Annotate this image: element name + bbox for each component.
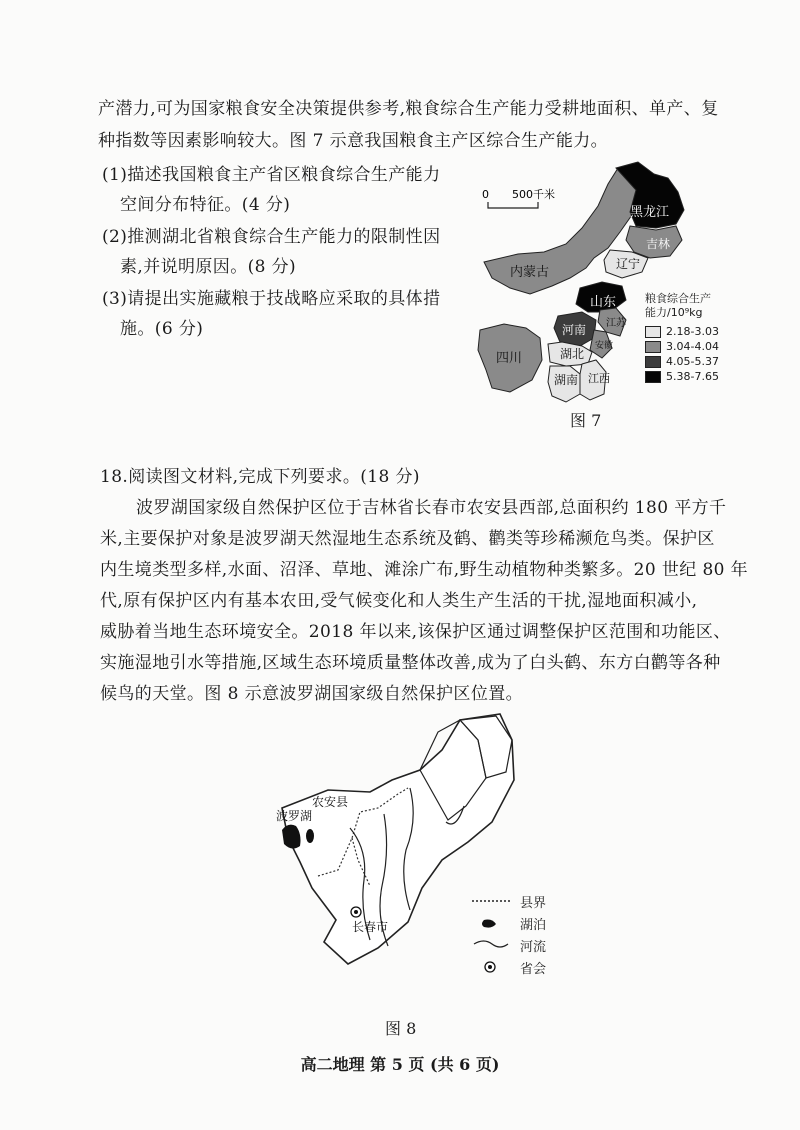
q18-p7: 候鸟的天堂。图 8 示意波罗湖国家级自然保护区位置。 [100, 684, 524, 704]
q18-p1: 波罗湖国家级自然保护区位于吉林省长春市农安县西部,总面积约 180 平方千 [136, 498, 727, 518]
q17-sub2-line2: 素,并说明原因。(8 分) [120, 257, 297, 277]
label-boluohu: 波罗湖 [276, 809, 313, 823]
fig8-caption: 图 8 [385, 1019, 417, 1038]
label-jilin: 吉林 [646, 237, 671, 251]
legend-river-label: 河流 [520, 939, 547, 955]
scale-zero: 0 [482, 188, 489, 201]
lake-small [306, 829, 314, 843]
q17-intro-line1: 产潜力,可为国家粮食安全决策提供参考,粮食综合生产能力受耕地面积、单产、复 [98, 99, 719, 119]
label-shandong: 山东 [590, 295, 617, 310]
fig7-legend-title-2: 能力/10⁹kg [645, 306, 703, 319]
legend-county-border-symbol [470, 896, 512, 906]
q18-p3: 内生境类型多样,水面、沼泽、草地、滩涂广布,野生动植物种类繁多。20 世纪 80 年 [100, 560, 749, 580]
label-heilongjiang: 黑龙江 [630, 205, 670, 220]
fig7-legend-item [645, 339, 719, 354]
q18-p6: 实施湿地引水等措施,区域生态环境质量整体改善,成为了白头鹤、东方白鹳等各种 [100, 653, 721, 673]
fig8-legend [470, 890, 546, 978]
fig7-legend-label: 5.38-7.65 [666, 369, 719, 383]
label-neimenggu: 内蒙古 [510, 265, 550, 280]
label-hubei: 湖北 [560, 347, 585, 361]
fig7-legend-swatch [645, 326, 661, 338]
page-footer: 高二地理 第 5 页 (共 6 页) [300, 1055, 500, 1074]
q17-sub2-line1: (2)推测湖北省粮食综合生产能力的限制性因 [102, 227, 441, 247]
fig7-legend-label: 3.04-4.04 [666, 339, 719, 353]
fig7-legend-label: 4.05-5.37 [666, 354, 719, 368]
label-henan: 河南 [562, 323, 587, 337]
q17-sub1-line2: 空间分布特征。(4 分) [120, 195, 291, 215]
q18-title: 18.阅读图文材料,完成下列要求。(18 分) [100, 467, 420, 487]
fig7-legend [645, 292, 719, 384]
fig7-legend-title-1: 粮食综合生产 [645, 292, 711, 305]
q18-p5: 威胁着当地生态环境安全。2018 年以来,该保护区通过调整保护区范围和功能区、 [100, 622, 731, 642]
q18-p4: 代,原有保护区内有基本农田,受气候变化和人类生产生活的干扰,湿地面积减小, [100, 591, 698, 611]
q17-sub3-line2: 施。(6 分) [120, 319, 204, 339]
label-changchun: 长春市 [352, 920, 389, 934]
legend-river-symbol [470, 938, 512, 952]
q17-sub1-line1: (1)描述我国粮食主产省区粮食综合生产能力 [102, 165, 441, 185]
scale-label: 500千米 [512, 188, 555, 201]
label-nongan: 农安县 [312, 795, 349, 809]
fig7-legend-item [645, 354, 719, 369]
fig7-caption: 图 7 [570, 411, 602, 430]
fig7-legend-item [645, 324, 719, 339]
q18-p2: 米,主要保护对象是波罗湖天然湿地生态系统及鹤、鹳类等珍稀濒危鸟类。保护区 [100, 529, 715, 549]
legend-lake-symbol [470, 916, 512, 930]
legend-lake-label: 湖泊 [520, 917, 547, 933]
q17-sub3-line1: (3)请提出实施藏粮于技战略应采取的具体措 [102, 289, 441, 309]
fig7-legend-label: 2.18-3.03 [666, 324, 719, 338]
label-sichuan: 四川 [496, 351, 523, 366]
fig7-legend-item [645, 369, 719, 384]
legend-capital-symbol [470, 960, 512, 974]
label-anhui: 安徽 [595, 341, 614, 351]
scale-bar [488, 202, 538, 208]
label-hunan: 湖南 [554, 373, 579, 387]
fig7-legend-swatch [645, 341, 661, 353]
capital-changchun-inner [354, 910, 358, 914]
legend-capital-label: 省会 [520, 961, 547, 977]
label-liaoning: 辽宁 [616, 257, 641, 271]
fig7-legend-swatch [645, 371, 661, 383]
legend-county-border-label: 县界 [520, 895, 547, 911]
fig7-legend-swatch [645, 356, 661, 368]
label-jiangxi: 江西 [588, 372, 610, 385]
label-jiangsu: 江苏 [606, 318, 626, 329]
q17-intro-line2: 种指数等因素影响较大。图 7 示意我国粮食主产区综合生产能力。 [98, 131, 609, 151]
